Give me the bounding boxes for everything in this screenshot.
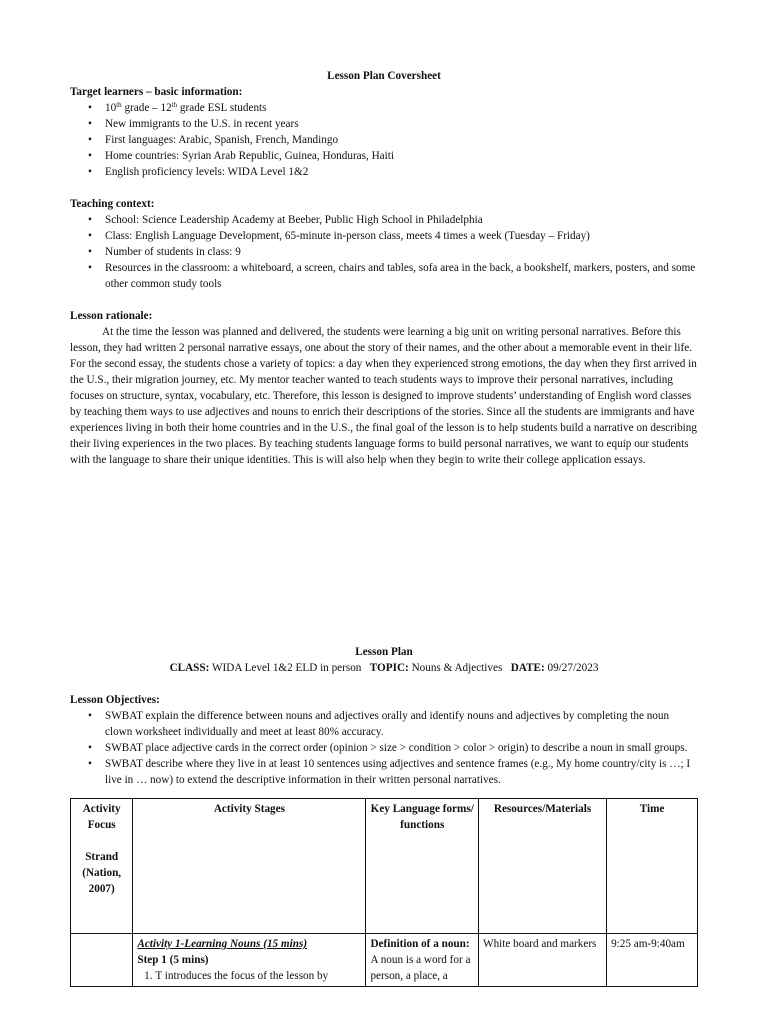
table-header-row [71, 799, 698, 934]
list-item: • Number of students in class: 9 [105, 244, 698, 260]
objectives-heading: Lesson Objectives: [70, 694, 160, 706]
cell-resources: White board and markers [479, 934, 607, 987]
topic-label: TOPIC: [369, 662, 409, 674]
step-title: Step 1 (5 mins) [137, 954, 209, 966]
topic-value: Nouns & Adjectives [408, 662, 503, 674]
document-page [70, 68, 698, 987]
rationale-paragraph: At the time the lesson was planned and delivered, the students were learning a big unit on writing personal narratives. Before this lesson, they had written 2 personal narrative essays, one about the story of their names, and the other about a memorable event in their life. For the second essay, the students chose a variety of topics: a day when they experienced strong emotions, the day when they first arrived in the U.S., their migration journey, etc. My mentor teacher wanted to teach students ways to improve their personal narratives, including focuses on structure, syntax, vocabulary, etc. Therefore, this lesson is designed to improve students’ understanding of English word classes by teaching them ways to use adjectives and nouns to enrich their descriptions of the stories. Since all the students are immigrants and have experiences living in both their home countries and in the U.S., the final goal of the lesson is to help students build a narrative on describing their living experiences in the two places. By teaching students language forms to build personal narratives, we want to equip our students with the language to share their unique identities. This is will also help when they begin to write their college application essays. [70, 326, 697, 466]
list-item: • Home countries: Syrian Arab Republic, Guinea, Honduras, Haiti [105, 148, 698, 164]
header-language: Key Language forms/ functions [366, 799, 479, 934]
list-item: • First languages: Arabic, Spanish, French, Mandingo [105, 132, 698, 148]
lesson-plan-title: Lesson Plan [355, 646, 413, 658]
list-item: • SWBAT explain the difference between nouns and adjectives orally and identify nouns and adjectives by completing the noun clown worksheet individually and meet at least 80% accuracy. [105, 708, 698, 740]
header-focus: Activity Focus Strand (Nation, 2007) [71, 799, 133, 934]
date-value: 09/27/2023 [544, 662, 599, 674]
target-list [70, 100, 698, 180]
list-item: • SWBAT describe where they live in at least 10 sentences using adjectives and sentence frames (e.g., My home country/city is …; I live in … now) to extend the descriptive information in their written personal narratives. [105, 756, 698, 788]
list-item: • New immigrants to the U.S. in recent years [105, 116, 698, 132]
rationale-heading: Lesson rationale: [70, 310, 153, 322]
coversheet-title: Lesson Plan Coversheet [327, 70, 441, 82]
context-list [70, 212, 698, 292]
step-list [137, 968, 361, 984]
context-heading: Teaching context: [70, 198, 155, 210]
noun-definition-label: Definition of a noun: [370, 938, 470, 950]
activity-table [70, 798, 698, 987]
header-stages: Activity Stages [133, 799, 366, 934]
class-topic-date-line [70, 660, 698, 676]
header-resources: Resources/Materials [479, 799, 607, 934]
date-label: DATE: [510, 662, 545, 674]
cell-language [366, 934, 479, 987]
cell-focus [71, 934, 133, 987]
target-heading: Target learners – basic information: [70, 86, 243, 98]
list-item: • Resources in the classroom: a whiteboard, a screen, chairs and tables, sofa area in the back, a bookshelf, markers, posters, and some other common study tools [105, 260, 698, 292]
class-label: CLASS: [169, 662, 210, 674]
list-item: • 10th grade – 12th grade ESL students [105, 100, 698, 116]
noun-definition-text: A noun is a word for a person, a place, a [370, 954, 471, 982]
cell-time: 9:25 am-9:40am [607, 934, 698, 987]
list-item: • SWBAT place adjective cards in the correct order (opinion > size > condition > color > origin) to describe a noun in small groups. [105, 740, 698, 756]
list-item: • School: Science Leadership Academy at Beeber, Public High School in Philadelphia [105, 212, 698, 228]
cell-stages [133, 934, 366, 987]
table-row [71, 934, 698, 987]
list-item: • Class: English Language Development, 65-minute in-person class, meets 4 times a week (Tuesday – Friday) [105, 228, 698, 244]
header-time: Time [607, 799, 698, 934]
list-item: 1. T introduces the focus of the lesson by [155, 968, 361, 984]
objectives-list [70, 708, 698, 788]
activity-title: Activity 1-Learning Nouns (15 mins) [137, 938, 308, 950]
list-item: • English proficiency levels: WIDA Level 1&2 [105, 164, 698, 180]
class-value: WIDA Level 1&2 ELD in person [209, 662, 362, 674]
